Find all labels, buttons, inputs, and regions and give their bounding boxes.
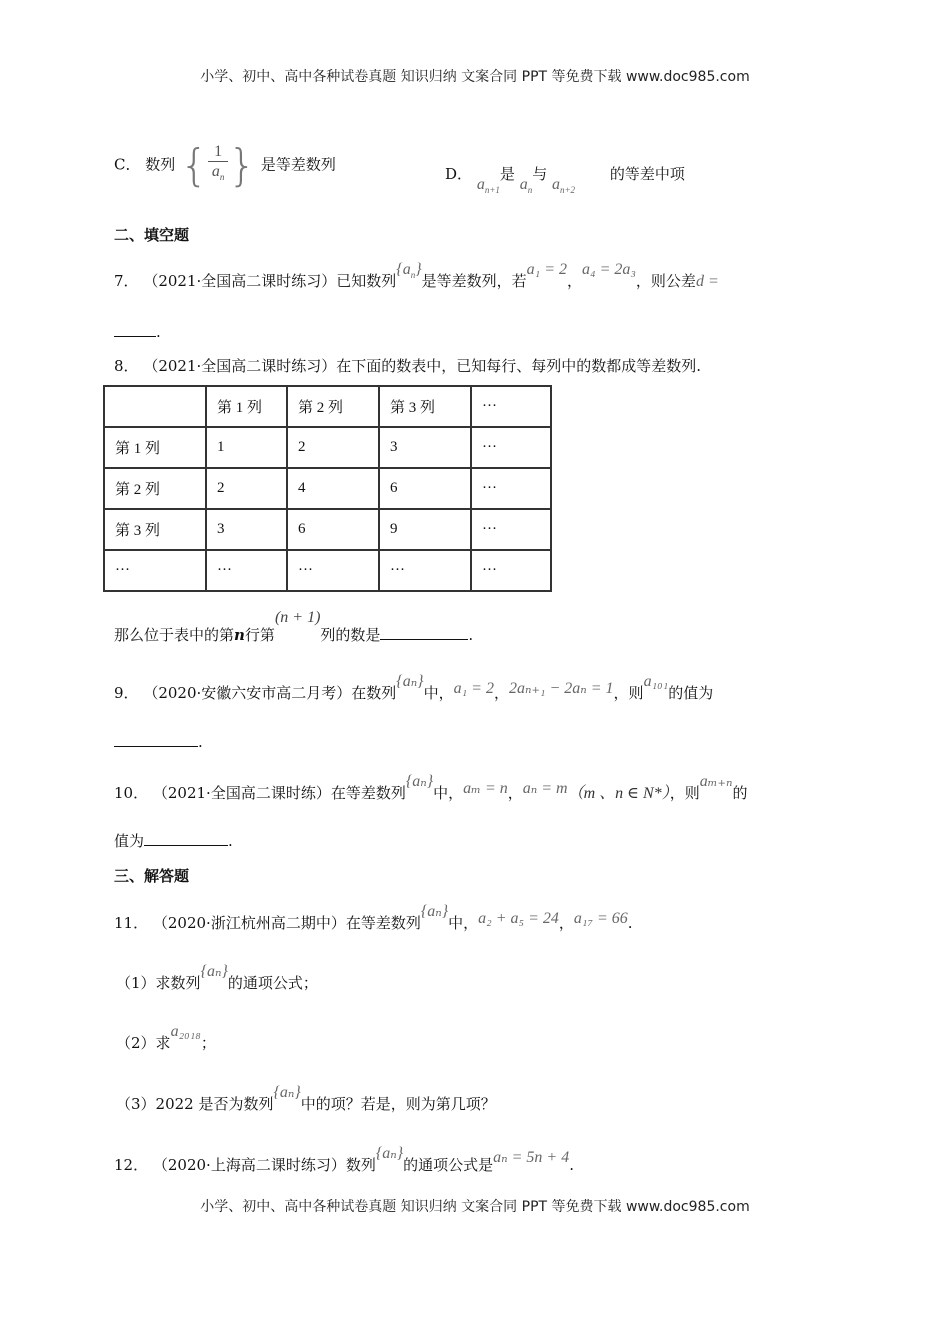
q11-part-3: （3）2022 是否为数列{aₙ}中的项？若是，则为第几项？ xyxy=(116,1084,496,1113)
number-table xyxy=(103,385,552,592)
q8-followup: 那么位于表中的第n行第(n + 1)列的数是 . xyxy=(114,609,474,644)
q10-answer-line: 值为 . xyxy=(114,832,233,850)
question-7: 7． （2021·全国高二课时练习）已知数列$\{a_n\}$是等差数列，若a₁ = 2，a₄ = 2a₃，则公差d = xyxy=(114,261,719,290)
answer-blank[interactable] xyxy=(144,831,228,846)
q7-answer-line: . xyxy=(114,322,161,341)
q9-answer-line: . xyxy=(114,732,203,751)
table-row: 第 2 列 2 4 6 ··· xyxy=(104,468,551,509)
term-an-plus-1: $a_{n+1}$ xyxy=(476,176,500,196)
question-10: 10． （2021·全国高二课时练）在等差数列{aₙ}中，aₘ = n，aₙ = m（m 、n ∈ N*），则aₘ₊ₙ的 xyxy=(114,773,748,802)
option-c-label: C． xyxy=(114,155,141,174)
table-row: 第 1 列 1 2 3 ··· xyxy=(104,427,551,468)
right-brace-icon: } xyxy=(228,140,257,191)
answer-blank[interactable] xyxy=(380,625,468,640)
question-9: 9． （2020·安徽六安市高二月考）在数列{aₙ}中，a₁ = 2，2aₙ₊₁ − 2aₙ = 1，则a₁₀₁的值为 xyxy=(114,673,714,702)
option-d-label: D． xyxy=(445,165,473,183)
table-header-row: 第 1 列 第 2 列 第 3 列 ··· xyxy=(104,386,551,427)
q11-part-1: （1）求数列{aₙ}的通项公式； xyxy=(116,963,318,992)
question-8: 8． （2021·全国高二课时练习）在下面的数表中，已知每行、每列中的数都成等差数列. xyxy=(114,357,702,375)
question-12: 12． （2020·上海高二课时练习）数列{aₙ}的通项公式是aₙ = 5n + 4. xyxy=(114,1145,574,1174)
option-c-prefix: 数列 xyxy=(145,155,176,174)
footer-banner: 小学、初中、高中各种试卷真题 知识归纳 文案合同 PPT 等免费下载 www.doc985.com xyxy=(200,1199,750,1215)
q11-part-2: （2）求a₂₀₁₈； xyxy=(116,1023,216,1052)
section-solve-title: 三、解答题 xyxy=(114,867,190,885)
answer-blank[interactable] xyxy=(114,732,198,747)
option-c-suffix: 是等差数列 xyxy=(260,155,336,174)
option-d-suffix: 的等差中项 xyxy=(609,165,685,183)
left-brace-icon: { xyxy=(180,140,209,191)
term-an: $a_n$ xyxy=(519,176,533,196)
answer-blank[interactable] xyxy=(114,322,156,337)
term-an-plus-2: $a_{n+2}$ xyxy=(551,176,576,196)
option-c xyxy=(114,140,336,191)
seq-an: $\{a_n\}$ xyxy=(396,261,422,281)
fraction-1-over-an: $\frac{1}{a_n}$ xyxy=(208,143,228,187)
table-row: 第 3 列 3 6 9 ··· xyxy=(104,509,551,550)
section-fill-in-title: 二、填空题 xyxy=(114,226,190,244)
question-11: 11． （2020·浙江杭州高二期中）在等差数列{aₙ}中，a₂ + a₅ = 24，a₁₇ = 66. xyxy=(114,903,633,932)
header-banner: 小学、初中、高中各种试卷真题 知识归纳 文案合同 PPT 等免费下载 www.doc985.com xyxy=(200,69,750,85)
table-row: ··· ··· ··· ··· ··· xyxy=(104,550,551,591)
option-d: D． $a_{n+1}$是 $a_n$与 $a_{n+2}$ 的等差中项 xyxy=(445,165,685,196)
